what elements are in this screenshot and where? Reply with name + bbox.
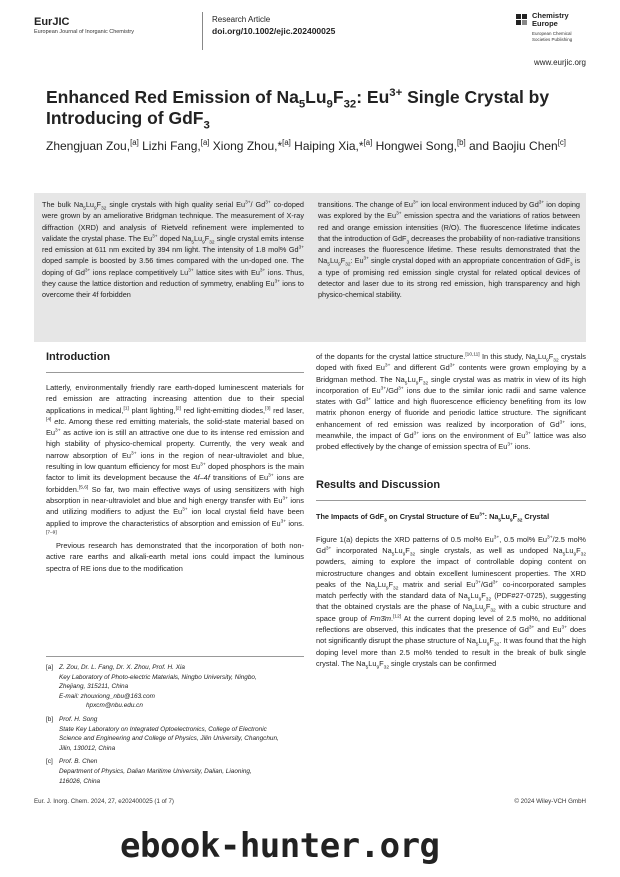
author-list: Zhengjuan Zou,[a] Lizhi Fang,[a] Xiong Zhou,*[a] Haiping Xia,*[a] Hongwei Song,[b] and Baojiu Chen[c] <box>46 138 566 153</box>
left-column <box>46 351 304 574</box>
copyright: © 2024 Wiley-VCH GmbH <box>514 798 586 805</box>
chemistry-europe-icon <box>516 14 528 26</box>
abstract-right: transitions. The change of $Eu^{3+}$ ion local environment induced by $Gd^{3+}$ ion doping was explored by the $Eu^{3+}$ emission spectra and the variations of ratios between red and orange emission intensities (R/O). The fluorescence lifetime indicates that the introduction of GdF$_3$ decreases the probability of non-radiative transitions and increases the fluorescence lifetime. These results demonstrated that the $Na_5Lu_9F_{32}$: $Eu^{3+}$ single crystal doped with an appropriate concentration of GdF$_3$ is a type of promising red emission single crystal for related optical devices of detector and laser due to its strong red emission, high transparency and high physico-chemical stability. <box>318 200 580 300</box>
page-header <box>34 12 586 52</box>
header-divider <box>202 12 203 50</box>
affiliation-line: Zhejiang, 315211, China <box>59 683 129 691</box>
publisher-subtitle: European Chemical Societies Publishing <box>532 31 573 42</box>
affiliation-tag: [c] <box>46 758 53 766</box>
intro-paragraph-3: of the dopants for the crystal lattice structure.[10,11] In this study, $Na_5Lu_9F_{32}$ crystals doped with fixed $Eu^{3+}$ and different $Gd^{3+}$ contents were grown employing by a Bridgman method. The $Na_5Lu_9F_{32}$ single crystal was as matrix in view of its high incorporation of $Eu^{3+}/Gd^{3+}$ ions due to the similar ionic radii and same valence states with $Gd^{3+}$ lattice and high fluorescence efficiency benefiting from its low matrix phonon energy of fluoride and periodic lattice structure. The significant enhancement of red emission was realized by incorporation of $Gd^{3+}$ ions, meanwhile, the impact of $Gd^{3+}$ ions on the environment of $Eu^{3+}$ lattice was also probed effectively by the change of emission spectra of $Eu^{3+}$ ions. <box>316 352 587 452</box>
affiliation-names: Z. Zou, Dr. L. Fang, Dr. X. Zhou, Prof. H. Xia <box>59 664 185 671</box>
affiliation-tag: [b] <box>46 715 54 723</box>
abstract-left: The bulk $Na_5Lu_9F_{32}$ single crystals with high quality serial $Eu^{3+}/$ $Gd^{3+}$ co-doped were grown by an ameliorative Bridgman technique. The measurement of X-ray diffraction (XRD) and analysis of Rietveld refinement were implemented to validate the crystal phase. The $Eu^{3+}$ doped $Na_5Lu_9F_{32}$ single crystal emits intense red emission at 611 nm excited by 394 nm light. The intensity of 1.8 mol% $Gd^{3+}$ doped sample is boosted by 3.56 times compared with the un-doped one. The doping of $Gd^{3+}$ ions replace competitively $Lu^{3+}$ lattice sites with $Eu^{3+}$ ions. Thus, they cause the lattice distortion and reduction of symmetry, enabling $Eu^{3+}$ ions to overcome their 4f forbidden <box>42 200 304 300</box>
affiliation-line: Jilin, 130012, China <box>59 744 116 752</box>
introduction-heading: Introduction <box>46 351 111 363</box>
affiliation-names: Prof. H. Song <box>59 715 98 723</box>
affiliation-line: 116026, China <box>59 777 101 785</box>
journal-name: EurJIC <box>34 16 70 28</box>
affiliation-email[interactable]: E-mail: zhouxiong_nbu@163.com <box>59 692 156 700</box>
page-footer <box>34 798 586 805</box>
article-title: Enhanced Red Emission of $Na_5Lu_9F_{32}$: $Eu^{3+}$ Single Crystal by Introducing of GdF$_3$ <box>46 87 550 132</box>
article-type: Research Article <box>212 15 271 24</box>
intro-paragraph-1: Latterly, environmentally friendly rare earth-doped luminescent materials for red emission are attracting increasing attention due to their special applications in medical,[1] plant lighting,[2] red light-emitting diodes,[3] red laser,[4] etc. Among these red emitting materials, the solid-state material based on $Eu^{3+}$ as active ion is still an attractive one due to its intense red emission and high stability of physico-chemical property. Currently, the very weak and narrow absorption of $Eu^{3+}$ ions in the region of near-ultraviolet and blue, resulting in low quantum efficiency for most $Eu^{3+}$ doped phosphors is the main factor to limit its development because the 4f–4f transitions of $Eu^{3+}$ ions are forbidden.[5,6] So far, two main effective ways of using sensitizers with high absorption in near-ultraviolet and blue and high energy transfer with $Eu^{3+}$ ions and utilizing modifiers to adjust the $Eu^{3+}$ ion local crystal field have been applied to improve the characteristics of absorption and emission of $Eu^{3+}$ ions.[7–9] <box>46 383 305 536</box>
affiliation-email[interactable]: hpxcm@nbu.edu.cn <box>86 702 143 710</box>
affiliation-a <box>46 663 304 711</box>
affiliation-b <box>46 715 304 753</box>
results-heading: Results and Discussion <box>316 478 441 491</box>
citation: Eur. J. Inorg. Chem. 2024, 27, e202400025 (1 of 7) <box>34 798 174 805</box>
heading-rule <box>316 500 586 501</box>
publisher-logo <box>516 12 586 52</box>
affiliation-line: Department of Physics, Dalian Maritime University, Dalian, Liaoning, <box>59 767 252 775</box>
publisher-name: Chemistry Europe <box>532 11 569 28</box>
right-column <box>316 351 586 669</box>
affiliation-c <box>46 757 304 786</box>
journal-url[interactable]: www.eurjic.org <box>533 58 586 67</box>
affiliation-names: Prof. B. Chen <box>59 758 98 766</box>
doi-link[interactable]: doi.org/10.1002/ejic.202400025 <box>212 26 336 36</box>
affiliation-line: State Key Laboratory on Integrated Optoelectronics, College of Electronic <box>59 725 267 733</box>
affiliation-line: Science and Engineering and College of Physics, Jilin University, Changchun, <box>59 735 279 743</box>
article-info <box>212 15 335 36</box>
results-paragraph-1: Figure 1(a) depicts the XRD patterns of 0.5 mol% $Eu^{3+}$, 0.5 mol% $Eu^{3+}/2.5$ mol% $Gd^{3+}$ incorporated $Na_5Lu_9F_{32}$ single crystals, as well as undoped $Na_5Lu_9F_{32}$ powders, aiming to explore the impact of controllable doping content on microstructure changes and obtain excellent luminescent properties. The XRD peaks of the $Na_5Lu_9F_{32}$ matrix and serial $Eu^{3+}/Gd^{3+}$ co-incorporated samples match perfectly with the standard data of $Na_5Lu_9F_{32}$ (PDF#27-0725), suggesting that the obtained crystals are the phase of $Na_5Lu_9F_{32}$ with a cubic structure and space group of Fm3̄m.[12] At the current doping level of 2.5 mol%, no additional reflections are observed, this indicates that the presence of $Gd^{3+}$ and $Eu^{3+}$ does not significantly disrupt the phase structure of $Na_5Lu_9F_{32}$. It was found that the high doping level more than 2.5 mol% tended to result in the break of bulk single crystal. The $Na_5Lu_9F_{32}$ single crystals can be confirmed <box>316 534 587 671</box>
results-subheading: The Impacts of GdF$_3$ on Crystal Structure of $Eu^{3+}$: $Na_5Lu_9F_{32}$ Crystal <box>316 511 550 524</box>
intro-paragraph-2: Previous research has demonstrated that the incorporation of both non-active rare earths and alkali-earth metal ions could impact the luminous spectra of RE ions due to the modification <box>46 541 304 573</box>
affiliation-rule <box>46 656 304 657</box>
journal-subtitle: European Journal of Inorganic Chemistry <box>34 29 134 35</box>
affiliation-tag: [a] <box>46 664 54 671</box>
affiliations <box>46 656 304 786</box>
watermark: ebook-hunter.org <box>120 826 440 866</box>
journal-logo <box>34 16 134 35</box>
affiliation-line: Key Laboratory of Photo-electric Materials, Ningbo University, Ningbo, <box>59 673 257 681</box>
abstract-box <box>34 193 586 342</box>
heading-rule <box>46 372 304 373</box>
